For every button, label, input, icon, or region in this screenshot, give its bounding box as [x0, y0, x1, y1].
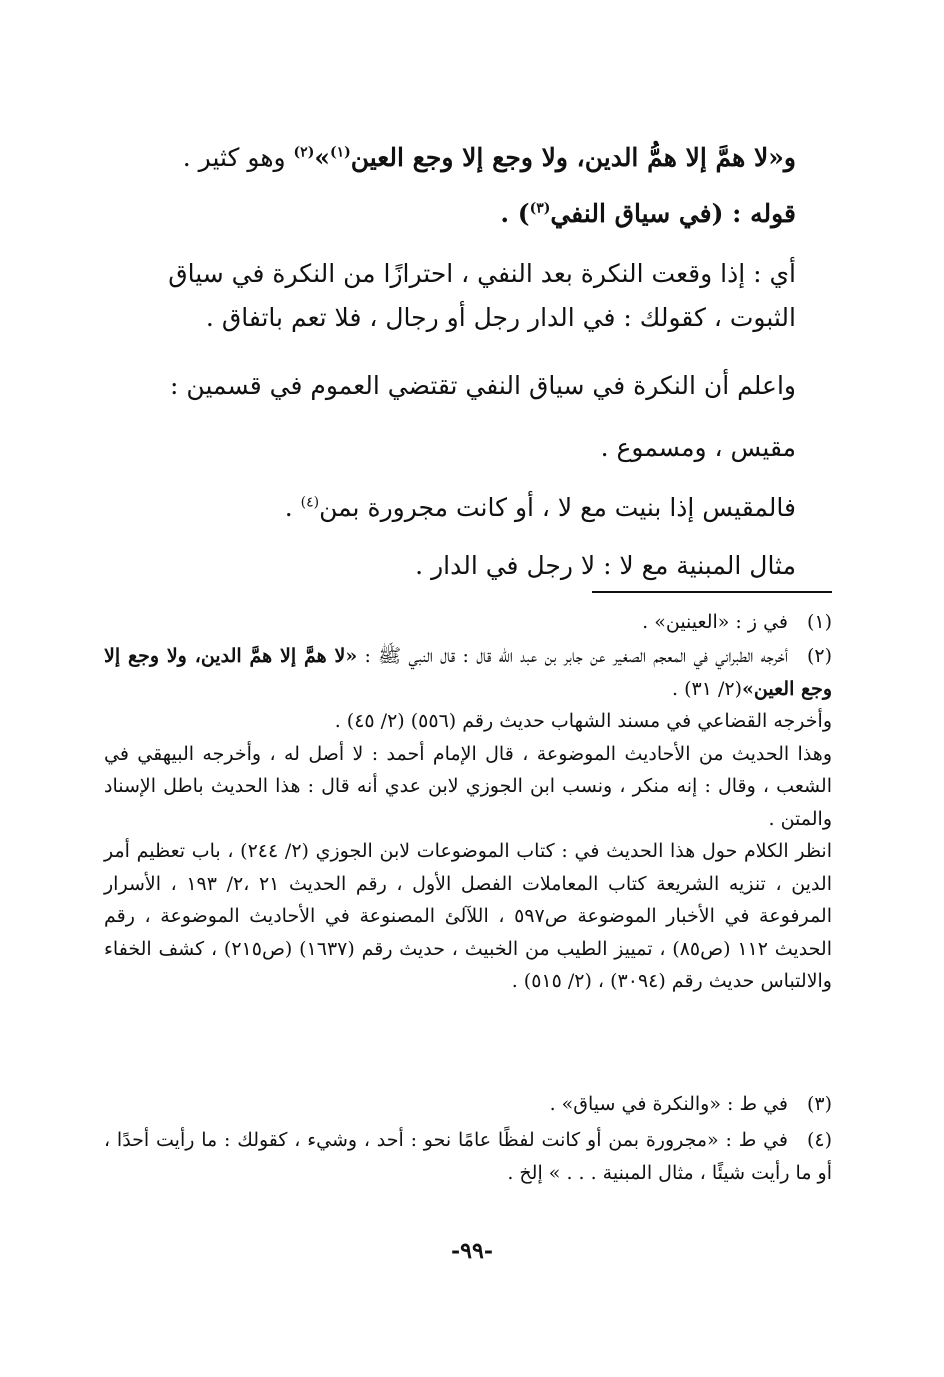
body-text: مثال المبنية مع لا : لا رجل في الدار . — [415, 551, 796, 580]
footnote-separator — [592, 591, 832, 593]
main-text-line-5 — [106, 428, 796, 468]
main-text-line-7 — [106, 546, 796, 586]
main-text-line-1 — [106, 138, 796, 178]
page-number: -٩٩- — [451, 1238, 493, 1264]
hadith-quote: و«لا همَّ إلا همُّ الدين، ولا وجع إلا وجع العين — [350, 143, 796, 172]
footnote-ref-1[interactable]: (١) — [329, 144, 351, 161]
body-text: واعلم أن النكرة في سياق النفي تقتضي العموم في قسمين : — [170, 371, 796, 400]
hadith-quote: «لا همَّ إلا همَّ الدين، ولا وجع إلا وجع العين» — [104, 645, 832, 700]
quote-close: » — [314, 143, 330, 172]
line-tail: وهو كثير . — [182, 143, 294, 172]
explanation-text: أي : إذا وقعت النكرة بعد النفي ، احترازًا من النكرة في سياق الثبوت ، كقولك : في الدار رجل أو رجال ، فلا تعم باتفاق . — [168, 259, 796, 332]
footnote-text: في ط : «والنكرة في سياق» . — [549, 1093, 788, 1115]
footnote-number: (٢) — [806, 645, 832, 667]
quoted-phrase: قوله : (في سياق النفي — [550, 199, 796, 228]
line-tail: ) . — [500, 199, 530, 228]
main-text-line-2 — [106, 194, 796, 234]
footnote-paragraph: انظر الكلام حول هذا الحديث في : كتاب الموضوعات لابن الجوزي (٢/ ٢٤٤) ، باب تعظيم أمر الدين ، تنزيه الشريعة كتاب المعاملات الفصل الأول ، رقم الحديث ٢١ ،٢/ ١٩٣ ، الأسرار المرفوعة في الأخبار الموضوعة ص٥٩٧ ، اللآلئ المصنوعة في الأحاديث الموضوعة ، رقم الحديث ١١٢ (ص٨٥) ، تمييز الطيب من الخبيث ، حديث رقم (١٦٣٧) (ص٢١٥) ، كشف الخفاء والالتباس حديث رقم (٣٠٩٤) ، (٢/ ٥١٥) . — [104, 840, 832, 992]
footnote-paragraph: وهذا الحديث من الأحاديث الموضوعة ، قال الإمام أحمد : لا أصل له ، وأخرجه البيهقي في الشعب ، وقال : إنه منكر ، ونسب ابن الجوزي لابن عدي أنه قال : هذا الحديث باطل الإسناد والمتن . — [104, 742, 832, 830]
footnote-citation: (٢/ ٣١) . — [672, 677, 743, 700]
footnote-number: (٣) — [806, 1093, 832, 1115]
body-text: مقيس ، ومسموع . — [600, 433, 796, 462]
main-text-paragraph-3 — [106, 252, 796, 340]
footnote-text: أخرجه الطبراني في المعجم الصغير عن جابر بن عبد الله قال : قال النبي ﷺ : — [357, 645, 788, 667]
main-text-line-6 — [106, 488, 796, 528]
footnote-text: في ز : «العينين» . — [642, 611, 788, 633]
footnote-1 — [104, 606, 832, 639]
footnote-2 — [104, 640, 832, 998]
footnote-ref-2[interactable]: (٢) — [293, 144, 315, 161]
footnote-paragraph: وأخرجه القضاعي في مسند الشهاب حديث رقم (٥٥٦) (٢/ ٤٥) . — [334, 710, 832, 732]
footnote-4 — [104, 1124, 832, 1189]
footnote-number: (١) — [806, 611, 832, 633]
body-text: فالمقيس إذا بنيت مع لا ، أو كانت مجرورة بمن — [319, 493, 796, 522]
main-text-line-4 — [106, 366, 796, 406]
footnote-3 — [104, 1088, 832, 1121]
footnote-ref-3[interactable]: (٣) — [529, 200, 551, 217]
footnote-number: (٤) — [806, 1129, 832, 1151]
footnote-ref-4[interactable]: (٤) — [300, 494, 320, 511]
footnote-text: في ط : «مجرورة بمن أو كانت لفظًا عامًا نحو : أحد ، وشيء ، كقولك : ما رأيت أحدًا ، أو ما رأيت شيئًا ، مثال المبنية . . . » إلخ . — [104, 1129, 832, 1184]
line-tail: . — [284, 493, 301, 522]
